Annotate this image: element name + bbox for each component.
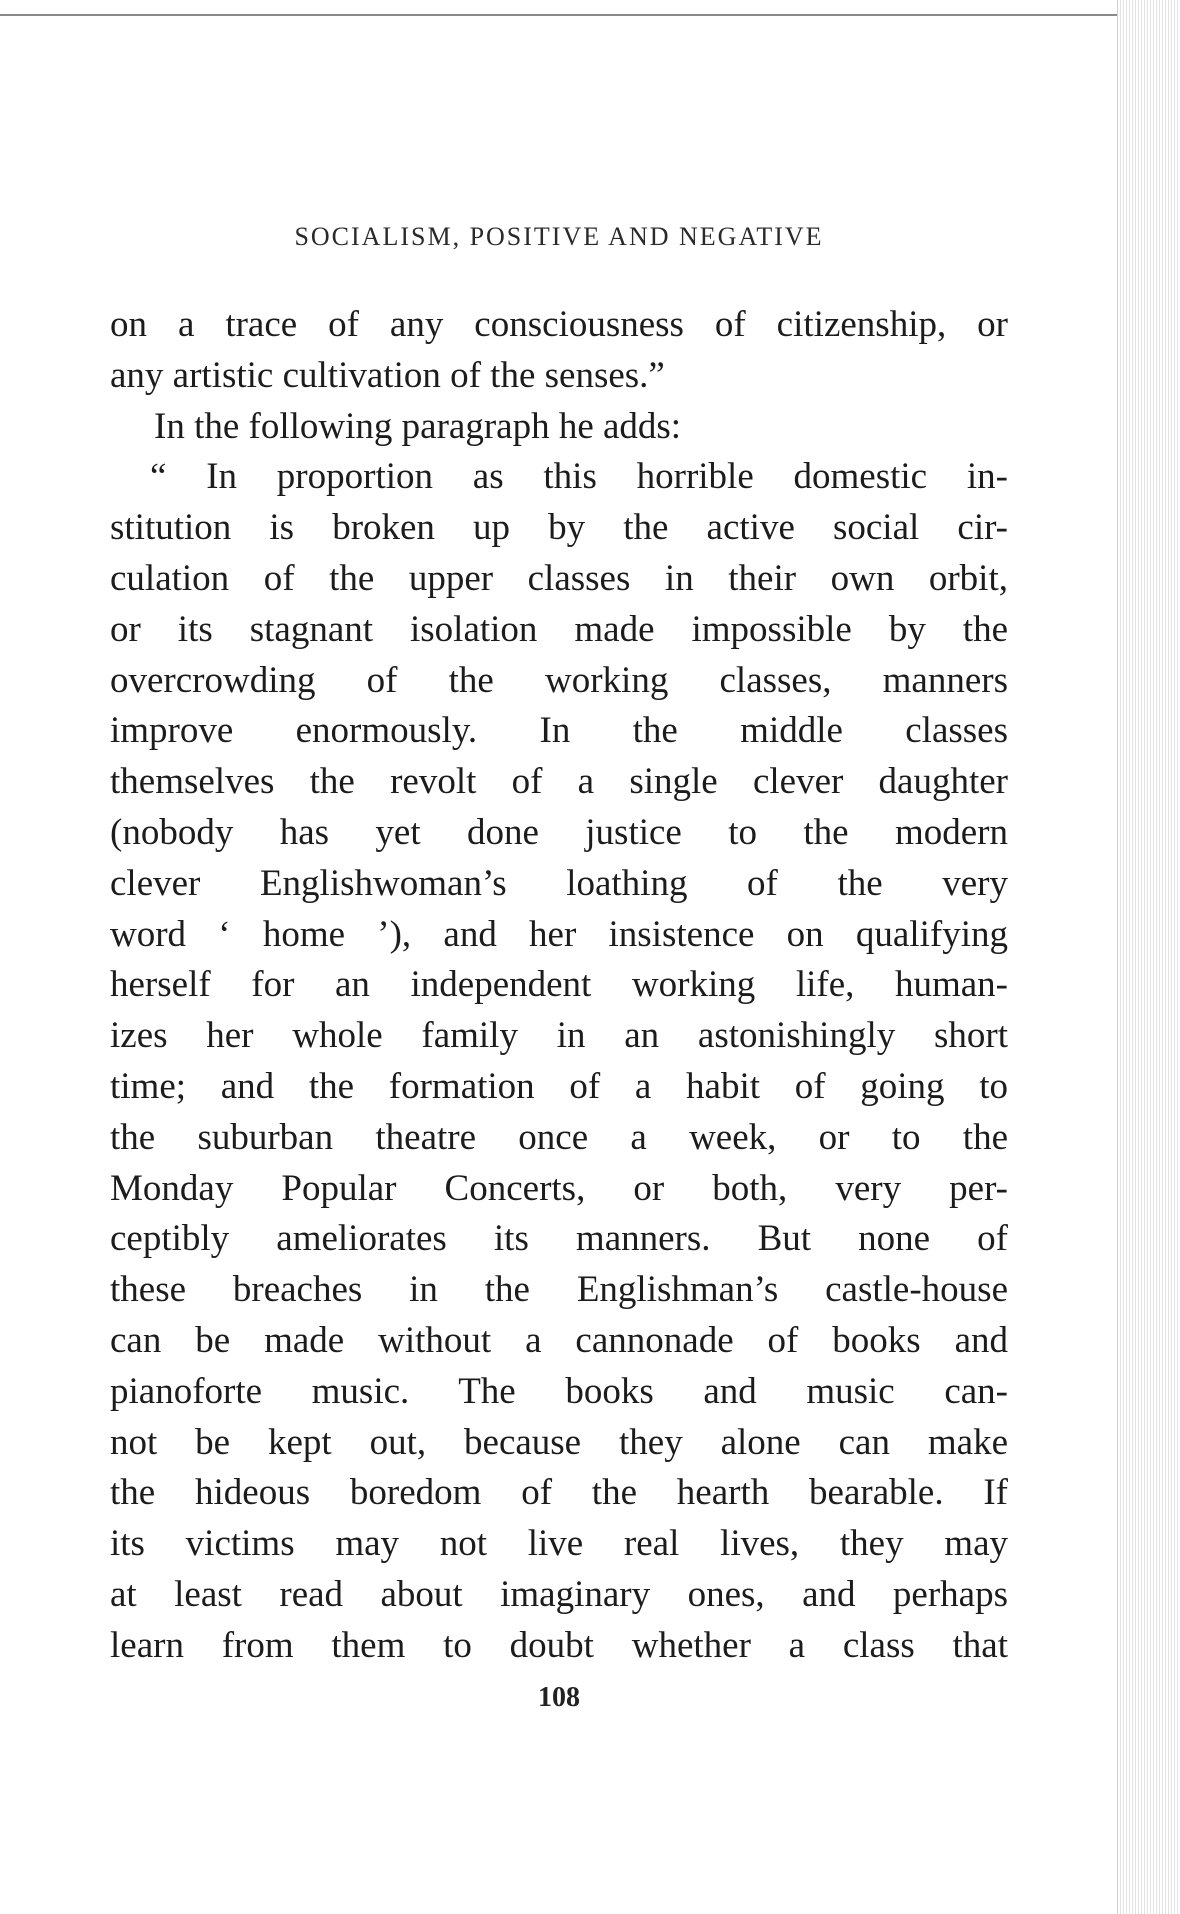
top-rule [0, 14, 1172, 16]
text-line: izes her whole family in an astonishingly short [110, 1015, 1008, 1057]
text-line: the hideous boredom of the hearth bearable. If [110, 1472, 1008, 1514]
text-line: overcrowding of the working classes, manners [110, 659, 1008, 701]
text-line: herself for an independent working life, human- [110, 964, 1008, 1006]
text-line: “ In proportion as this horrible domestic in- [150, 456, 1008, 498]
text-line: not be kept out, because they alone can make [110, 1421, 1008, 1463]
text-line: on a trace of any consciousness of citizenship, or [110, 304, 1008, 345]
page-number: 108 [538, 1682, 580, 1713]
body-text [110, 300, 1008, 1672]
text-line: (nobody has yet done justice to the modern [110, 811, 1008, 853]
text-line: can be made without a cannonade of books and [110, 1319, 1008, 1361]
text-line: ceptibly ameliorates its manners. But none of [110, 1218, 1008, 1260]
text-line: these breaches in the Englishman’s castle-house [110, 1269, 1008, 1311]
text-line: themselves the revolt of a single clever daughter [110, 761, 1008, 803]
page-edge [1117, 0, 1180, 1914]
text-line: at least read about imaginary ones, and perhaps [110, 1573, 1008, 1615]
text-line: learn from them to doubt whether a class that [110, 1624, 1008, 1666]
text-line: stitution is broken up by the active social cir- [110, 507, 1008, 549]
text-line: culation of the upper classes in their own orbit, [110, 557, 1008, 599]
text-line: any artistic cultivation of the senses.” [110, 354, 665, 396]
text-line: time; and the formation of a habit of going to [110, 1065, 1008, 1107]
text-line: clever Englishwoman’s loathing of the very [110, 862, 1008, 904]
text-line: improve enormously. In the middle classes [110, 710, 1008, 752]
text-line: or its stagnant isolation made impossible by the [110, 608, 1008, 650]
running-head: SOCIALISM, POSITIVE AND NEGATIVE [294, 222, 824, 251]
text-line: In the following paragraph he adds: [154, 405, 682, 447]
text-line: the suburban theatre once a week, or to the [110, 1116, 1008, 1158]
text-line: word ‘ home ’), and her insistence on qualifying [110, 913, 1008, 955]
text-line: Monday Popular Concerts, or both, very per- [110, 1167, 1008, 1209]
text-line: pianoforte music. The books and music can- [110, 1370, 1008, 1412]
text-line: its victims may not live real lives, they may [110, 1523, 1008, 1565]
